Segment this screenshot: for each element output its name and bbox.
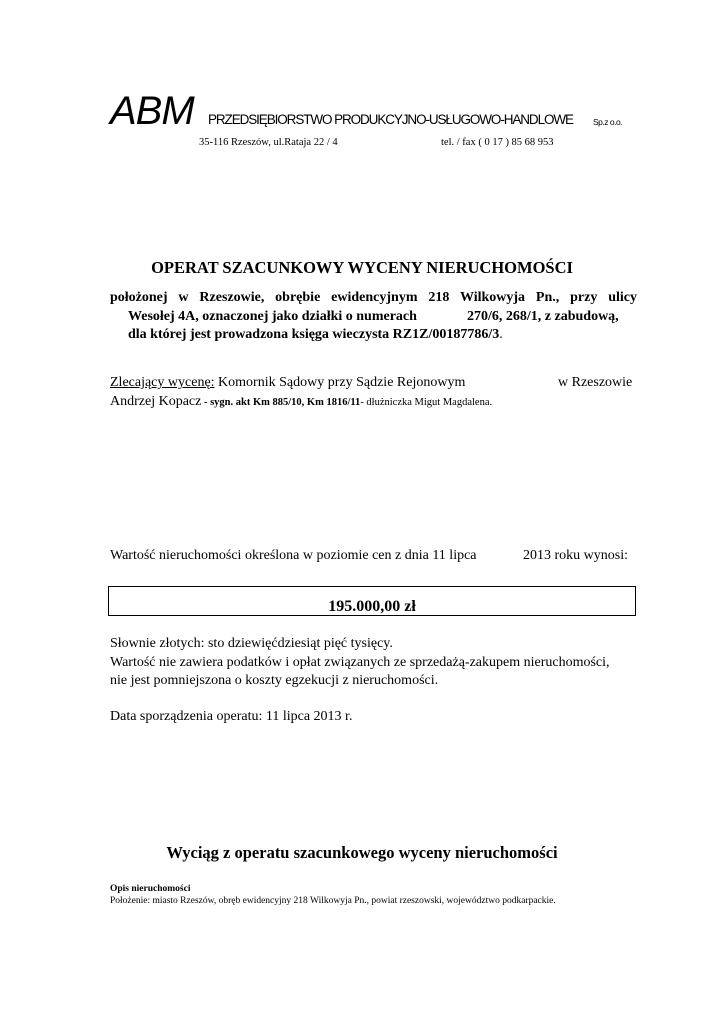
location-line-3: [128, 327, 503, 343]
preparation-date: Data sporządzenia operatu: 11 lipca 2013 r.: [110, 709, 353, 724]
section-heading: Opis nieruchomości: [110, 884, 191, 894]
document-title: OPERAT SZACUNKOWY WYCENY NIERUCHOMOŚCI: [151, 258, 573, 277]
location-plot-numbers: 270/6, 268/1, z zabudową,: [467, 309, 619, 324]
company-name: PRZEDSIĘBIORSTWO PRODUKCYJNO-USŁUGOWO-HANDLOWE: [208, 112, 573, 127]
location-line-1: położonej w Rzeszowie, obrębie ewidencyjnym 218 Wilkowyja Pn., przy ulicy: [110, 290, 637, 305]
company-suffix: Sp.z o.o.: [593, 117, 623, 127]
commission-label: Zlecający wycenę:: [110, 375, 215, 390]
commission-line-2: [110, 394, 492, 410]
value-note-2: nie jest pomniejszona o koszty egzekucji z nieruchomości.: [110, 673, 439, 688]
value-intro-year: 2013 roku wynosi:: [523, 548, 628, 563]
section-text: Położenie: miasto Rzeszów, obręb ewidencyjny 218 Wilkowyja Pn., powiat rzeszowski, województwo podkarpackie.: [110, 896, 556, 906]
location-line-2: Wesołej 4A, oznaczonej jako działki o numerach: [128, 309, 417, 324]
value-amount: 195.000,00 zł: [328, 598, 416, 615]
value-intro: Wartość nieruchomości określona w poziomie cen z dnia 11 lipca: [110, 548, 477, 563]
bailiff-name: Andrzej Kopacz: [110, 394, 202, 409]
company-address: 35-116 Rzeszów, ul.Rataja 22 / 4: [199, 137, 338, 148]
value-note-1: Wartość nie zawiera podatków i opłat związanych ze sprzedażą-zakupem nieruchomości,: [110, 655, 610, 670]
location-line-3-end: .: [499, 327, 503, 342]
value-amount-box: [108, 586, 636, 616]
debtor-text: - dłużniczka Migut Magdalena.: [360, 397, 493, 408]
value-in-words: Słownie złotych: sto dziewięćdziesiąt pięć tysięcy.: [110, 636, 393, 651]
commission-city: w Rzeszowie: [558, 375, 633, 390]
land-register-text: dla której jest prowadzona księga wieczysta RZ1Z/00187786/3: [128, 327, 500, 342]
case-signature: - sygn. akt Km 885/10, Km 1816/11: [201, 397, 361, 408]
commission-line: [110, 375, 465, 391]
company-phone: tel. / fax ( 0 17 ) 85 68 953: [441, 137, 554, 148]
company-logo: ABM: [110, 89, 194, 133]
commission-text: Komornik Sądowy przy Sądzie Rejonowym: [214, 375, 466, 390]
extract-title: Wyciąg z operatu szacunkowego wyceny nieruchomości: [166, 843, 558, 862]
